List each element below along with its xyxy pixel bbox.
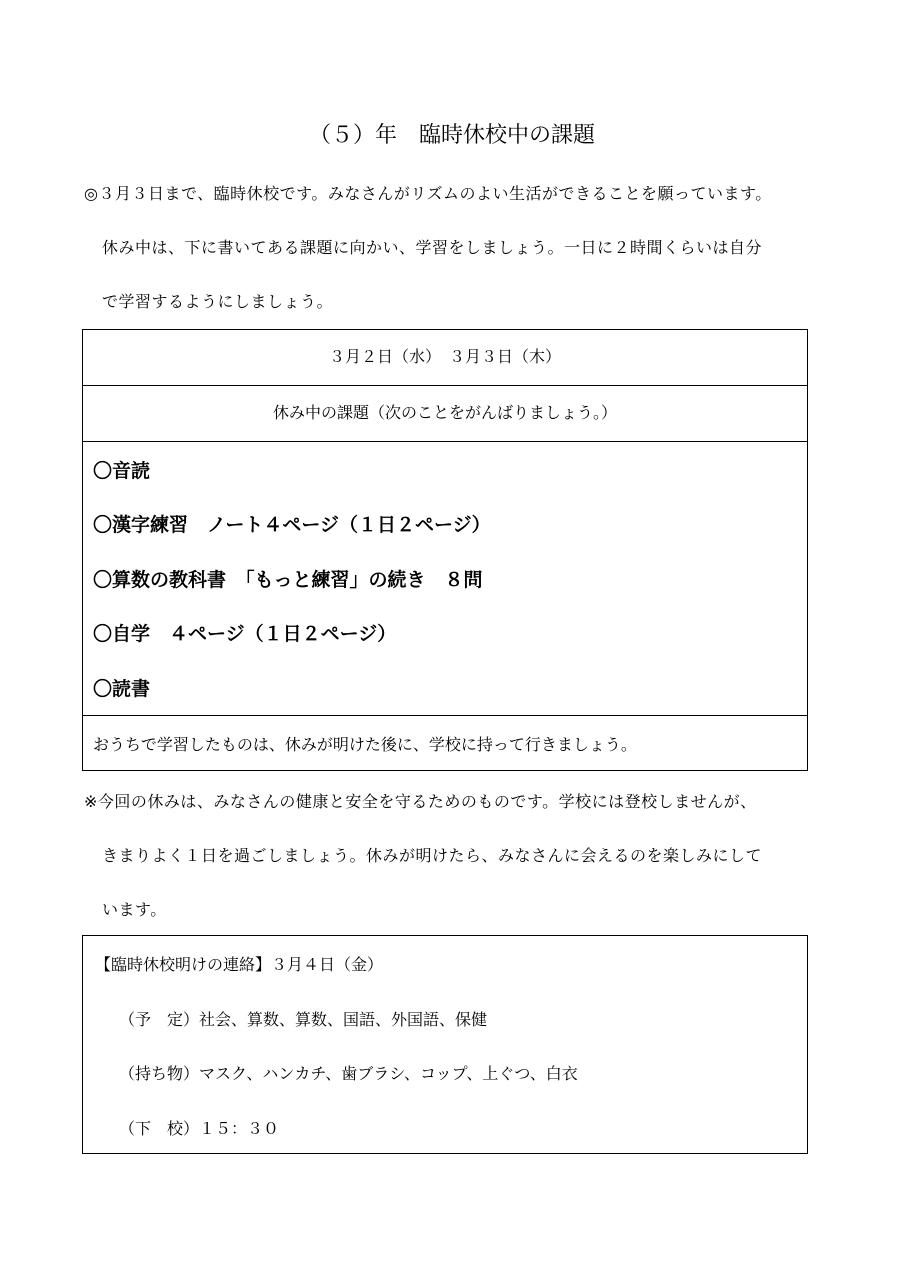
task-item: 〇自学 ４ページ（１日２ページ）	[93, 623, 397, 645]
page-title: （５）年 臨時休校中の課題	[308, 123, 595, 148]
note-line-3: います。	[102, 900, 167, 919]
task-item: 〇音読	[93, 460, 151, 482]
task-table-footer: おうちで学習したものは、休みが明けた後に、学校に持って行きましょう。	[93, 735, 637, 754]
task-table-footer-row	[83, 716, 807, 771]
schedule-box	[82, 935, 808, 1154]
task-table	[82, 329, 808, 771]
intro-line-3: で学習するようにしましょう。	[102, 292, 334, 311]
task-item: 〇算数の教科書 「もっと練習」の続き ８問	[93, 569, 483, 591]
task-list	[83, 442, 807, 716]
schedule-plan: （予 定）社会、算数、算数、国語、外国語、保健	[119, 1010, 488, 1029]
schedule-heading: 【臨時休校明けの連絡】３月４日（金）	[95, 955, 384, 974]
note-line-2: きまりよく１日を過ごしましょう。休みが明けたら、みなさんに会えるのを楽しみにして	[102, 846, 763, 865]
task-table-header: 休み中の課題（次のことをがんばりましょう。）	[83, 386, 807, 442]
intro-line-1: ◎３月３日まで、臨時休校です。みなさんがリズムのよい生活ができることを願っています。	[84, 184, 772, 203]
intro-line-2: 休み中は、下に書いてある課題に向かい、学習をしましょう。一日に２時間くらいは自分	[102, 238, 763, 257]
schedule-dismissal: （下 校）１５：３０	[119, 1119, 280, 1138]
task-item: 〇漢字練習 ノート４ページ（１日２ページ）	[93, 514, 491, 536]
task-table-dates: ３月２日（水） ３月３日（木）	[83, 330, 807, 386]
note-line-1: ※今回の休みは、みなさんの健康と安全を守るためのものです。学校には登校しませんが、	[84, 792, 757, 811]
task-item: 〇読書	[93, 678, 151, 700]
schedule-items: （持ち物）マスク、ハンカチ、歯ブラシ、コップ、上ぐつ、白衣	[119, 1064, 578, 1083]
